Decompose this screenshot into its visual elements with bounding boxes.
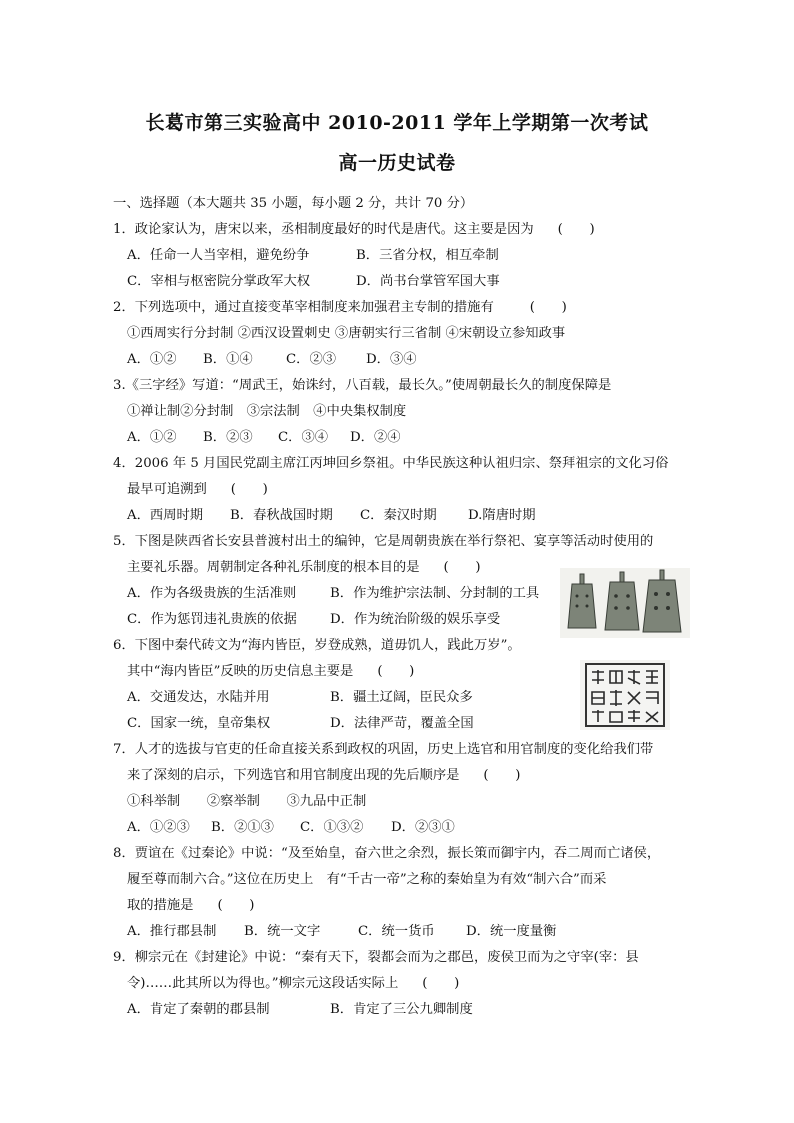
question-8-option-a: A．推行郡县制	[127, 924, 217, 939]
question-2-option-b: B．①④	[203, 352, 253, 367]
question-9-stem: 9．柳宗元在《封建论》中说：“秦有天下，裂都会而为之郡邑，废侯卫而为之守宰(宰：县	[113, 950, 639, 965]
question-8-stem-cont2	[127, 898, 254, 914]
question-1-option-a: A．任命一人当宰相，避免纷争	[127, 248, 310, 263]
question-7-option-b: B．②①③	[211, 820, 274, 835]
question-1-option-b: B．三省分权，相互牵制	[356, 248, 499, 263]
answer-blank: ( )	[443, 560, 481, 575]
question-3-option-d: D．②④	[350, 430, 401, 445]
question-7-stem: 7．人才的选拔与官吏的任命直接关系到政权的巩固，历史上选官和用官制度的变化给我们带	[113, 742, 654, 757]
page-title: 长葛市第三实验高中 2010-2011 学年上学期第一次考试	[145, 112, 649, 134]
question-6-stem: 6．下图中秦代砖文为“海内皆臣，岁登成熟，道毋饥人，践此万岁”。	[113, 638, 521, 653]
question-3-option-b: B．②③	[203, 430, 253, 445]
question-8-stem: 8．贾谊在《过秦论》中说：“及至始皇，奋六世之余烈，振长策而御宇内，吞二周而亡诸侯，	[113, 846, 661, 861]
question-6-option-d: D．法律严苛，覆盖全国	[330, 716, 474, 731]
question-6-option-a: A．交通发达，水陆并用	[127, 690, 270, 705]
question-4-option-c: C．秦汉时期	[360, 508, 437, 523]
question-1-option-d: D．尚书台掌管军国大事	[356, 274, 500, 289]
question-1-option-c: C．宰相与枢密院分掌政军大权	[127, 274, 311, 289]
question-2-text: 2．下列选项中，通过直接变革宰相制度来加强君主专制的措施有	[113, 300, 494, 315]
question-4-option-a: A．西周时期	[127, 508, 204, 523]
question-2-items: ①西周实行分封制 ②西汉设置刺史 ③唐朝实行三省制 ④宋朝设立参知政事	[127, 326, 566, 341]
answer-blank: ( )	[217, 898, 255, 913]
question-4-option-d: D.隋唐时期	[468, 508, 536, 523]
question-2-option-a: A．①②	[127, 352, 177, 367]
question-8-stem-cont: 履至尊而制六合。”这位在历史上 有“千古一帝”之称的秦始皇为有效“制六合”而采	[127, 872, 607, 887]
question-3-option-a: A．①②	[127, 430, 177, 445]
question-9-text-cont: 令)……此其所以为得也。”柳宗元这段话实际上	[127, 976, 399, 991]
question-5-option-b: B．作为维护宗法制、分封制的工具	[330, 586, 540, 601]
question-5-stem-cont	[127, 560, 481, 576]
question-1-text: 1．政论家认为，唐宋以来，丞相制度最好的时代是唐代。这主要是因为	[113, 222, 534, 237]
question-5-option-d: D．作为统治阶级的娱乐享受	[330, 612, 501, 627]
section-heading: 一、选择题（本大题共 35 小题，每小题 2 分，共计 70 分）	[113, 196, 474, 211]
question-7-items: ①科举制 ②察举制 ③九品中正制	[127, 794, 367, 809]
question-5-option-c: C．作为惩罚违礼贵族的依据	[127, 612, 297, 627]
question-8-option-c: C．统一货币	[358, 924, 435, 939]
question-5-text-cont: 主要礼乐器。周朝制定各种礼乐制度的根本目的是	[127, 560, 420, 575]
bronze-bells-image	[560, 568, 690, 638]
question-3-stem: 3.《三字经》写道：“周武王，始诛纣，八百载，最长久。”使周朝最长久的制度保障是	[113, 378, 612, 393]
answer-blank: ( )	[422, 976, 460, 991]
question-8-option-d: D．统一度量衡	[466, 924, 557, 939]
question-4-text-cont: 最早可追溯到	[127, 482, 207, 497]
question-6-option-b: B．疆土辽阔，臣民众多	[330, 690, 473, 705]
question-3-option-c: C．③④	[278, 430, 329, 445]
page-subtitle: 高一历史试卷	[338, 152, 456, 174]
answer-blank: ( )	[483, 768, 521, 783]
qin-brick-inscription-image	[580, 660, 670, 730]
question-4-stem: 4．2006 年 5 月国民党副主席江丙坤回乡祭祖。中华民族这种认祖归宗、祭拜祖宗的文化习俗	[113, 456, 669, 471]
question-2-option-c: C．②③	[286, 352, 337, 367]
question-6-stem-cont	[127, 664, 414, 680]
question-7-option-a: A．①②③	[127, 820, 190, 835]
question-8-text-cont: 取的措施是	[127, 898, 194, 913]
question-9-stem-cont	[127, 976, 459, 992]
question-5-stem: 5．下图是陕西省长安县普渡村出土的编钟，它是周朝贵族在举行祭祀、宴享等活动时使用的	[113, 534, 654, 549]
answer-blank: ( )	[230, 482, 268, 497]
question-4-stem-cont	[127, 482, 268, 498]
question-1-stem	[113, 222, 595, 238]
question-9-option-a: A．肯定了秦朝的郡县制	[127, 1002, 270, 1017]
question-7-option-c: C．①③②	[300, 820, 364, 835]
question-9-option-b: B．肯定了三公九卿制度	[330, 1002, 473, 1017]
answer-blank: ( )	[557, 222, 595, 237]
question-4-option-b: B．春秋战国时期	[230, 508, 333, 523]
question-6-text-cont: 其中“海内皆臣”反映的历史信息主要是	[127, 664, 354, 679]
answer-blank: ( )	[377, 664, 415, 679]
question-2-stem	[113, 300, 567, 316]
question-3-items: ①禅让制②分封制 ③宗法制 ④中央集权制度	[127, 404, 407, 419]
question-5-option-a: A．作为各级贵族的生活准则	[127, 586, 297, 601]
answer-blank: ( )	[529, 300, 567, 315]
question-6-option-c: C．国家一统，皇帝集权	[127, 716, 271, 731]
question-7-option-d: D．②③①	[391, 820, 455, 835]
question-7-text-cont: 来了深刻的启示，下列选官和用官制度出现的先后顺序是	[127, 768, 460, 783]
question-2-option-d: D．③④	[366, 352, 417, 367]
question-8-option-b: B．统一文字	[244, 924, 321, 939]
question-7-stem-cont	[127, 768, 520, 784]
